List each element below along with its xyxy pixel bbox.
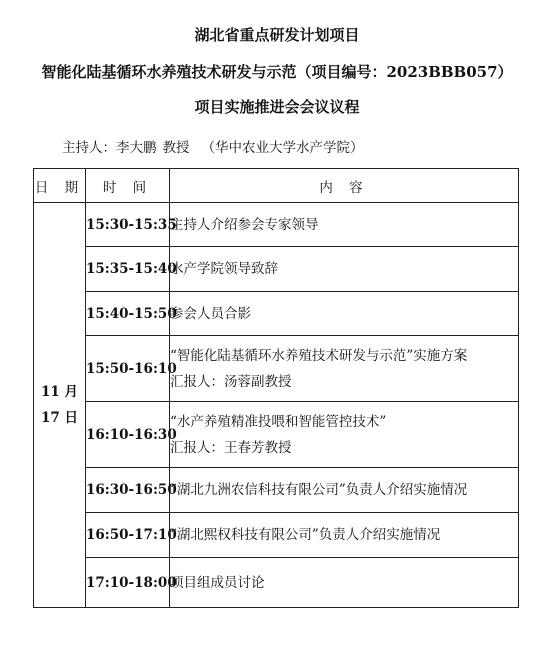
time-cell: 15:50-16:10 xyxy=(86,336,170,402)
host-role: 教授 xyxy=(162,140,190,156)
date-cell xyxy=(34,203,86,608)
project-name-title: 智能化陆基循环水养殖技术研发与示范（项目编号：2023BBB057） xyxy=(41,63,513,81)
date-column-header: 日 期 xyxy=(34,169,86,203)
time-cell: 15:30-15:35 xyxy=(86,203,170,247)
reporter-line: 汇报人：汤蓉副教授 xyxy=(170,373,292,390)
content-line: “智能化陆基循环水养殖技术研发与示范”实施方案 xyxy=(170,347,468,364)
content-cell xyxy=(170,513,519,558)
table-row xyxy=(34,558,519,608)
content-cell xyxy=(170,468,519,513)
agenda-table xyxy=(33,168,519,608)
table-row xyxy=(34,336,519,402)
table-row xyxy=(34,247,519,292)
content-column-header: 内 容 xyxy=(170,169,519,203)
time-cell: 16:30-16:50 xyxy=(86,468,170,513)
content-line: “水产养殖精准投喂和智能管控技术” xyxy=(170,413,387,430)
table-row xyxy=(34,513,519,558)
content-line: 主持人介绍参会专家领导 xyxy=(170,216,319,233)
content-cell xyxy=(170,292,519,336)
time-cell: 16:50-17:10 xyxy=(86,513,170,558)
agenda-header-row xyxy=(34,169,519,203)
content-cell xyxy=(170,203,519,247)
reporter-line: 汇报人：王春芳教授 xyxy=(170,439,292,456)
table-row xyxy=(34,468,519,513)
time-cell: 15:40-15:50 xyxy=(86,292,170,336)
content-line: “湖北九洲农信科技有限公司”负责人介绍实施情况 xyxy=(170,482,468,498)
content-line: 水产学院领导致辞 xyxy=(170,261,278,277)
time-cell: 17:10-18:00 xyxy=(86,558,170,608)
host-affiliation: （华中农业大学水产学院） xyxy=(201,140,364,156)
date-month: 11 月 xyxy=(41,384,78,400)
date-day: 17 日 xyxy=(41,410,78,426)
time-cell: 16:10-16:30 xyxy=(86,402,170,468)
table-row xyxy=(34,292,519,336)
host-line xyxy=(62,139,364,157)
content-cell xyxy=(170,402,519,468)
meeting-agenda-title: 项目实施推进会会议议程 xyxy=(194,98,360,116)
content-cell xyxy=(170,247,519,292)
content-line: “湖北熙权科技有限公司”负责人介绍实施情况 xyxy=(170,527,441,543)
time-column-header: 时 间 xyxy=(86,169,170,203)
table-row xyxy=(34,402,519,468)
host-name: 主持人：李大鹏 xyxy=(62,140,157,156)
content-line: 项目组成员讨论 xyxy=(170,574,265,591)
time-cell: 15:35-15:40 xyxy=(86,247,170,292)
content-line: 参会人员合影 xyxy=(170,305,251,322)
table-row xyxy=(34,203,519,247)
content-cell xyxy=(170,336,519,402)
project-category-title: 湖北省重点研发计划项目 xyxy=(194,26,360,44)
content-cell xyxy=(170,558,519,608)
